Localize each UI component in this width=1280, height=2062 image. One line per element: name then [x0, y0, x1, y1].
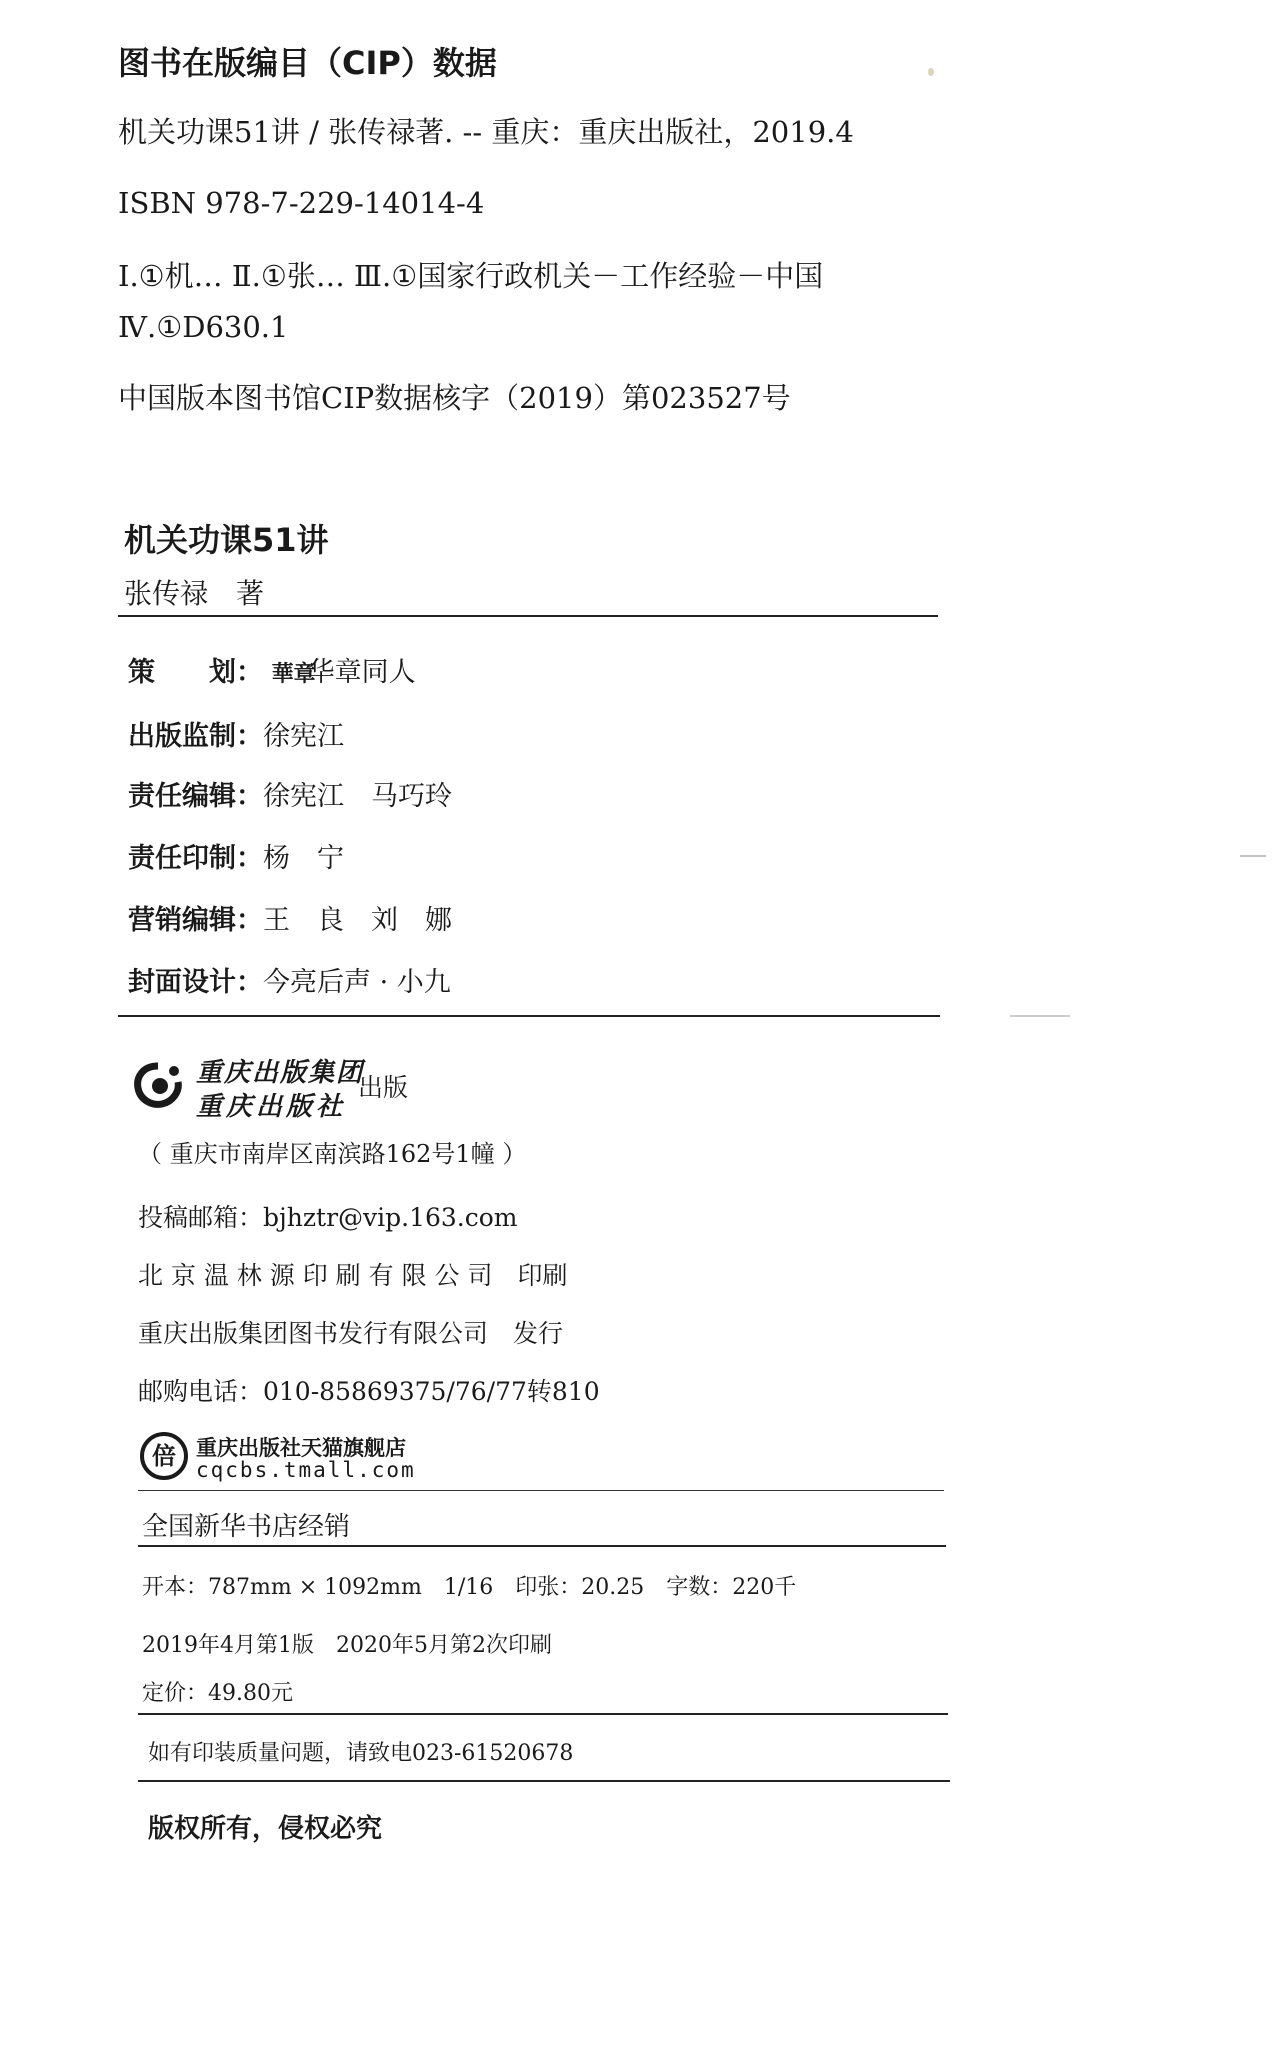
- credit-label: 策 划：: [128, 657, 263, 688]
- divider-credits: [118, 1015, 940, 1017]
- credit-supervision: [128, 714, 344, 753]
- tmall-store-logo-icon: 倍: [140, 1432, 188, 1480]
- credit-planning: [128, 650, 416, 689]
- credit-label: 责任印制：: [128, 843, 263, 874]
- tmall-store-name: 重庆出版社天猫旗舰店: [196, 1436, 406, 1460]
- credit-cover: [128, 960, 451, 999]
- scan-speck: [1240, 855, 1266, 857]
- printer-line: 北 京 温 林 源 印 刷 有 限 公 司 印刷: [138, 1261, 568, 1290]
- credit-label: 营销编辑：: [128, 905, 263, 936]
- format-specs: 开本：787mm × 1092mm 1/16 印张：20.25 字数：220千: [142, 1575, 797, 1600]
- credit-label: 责任编辑：: [128, 781, 263, 812]
- cip-classification-2: Ⅳ.①D630.1: [118, 310, 289, 344]
- credit-label: 封面设计：: [128, 967, 263, 998]
- credit-printing: [128, 836, 344, 875]
- credit-value: 徐宪江 马巧玲: [263, 781, 452, 812]
- credit-value: 王 良 刘 娜: [263, 905, 452, 936]
- publisher-logo-line2: 重庆出版社: [196, 1092, 347, 1122]
- divider-tmall: [138, 1490, 944, 1491]
- cip-heading: 图书在版编目（CIP）数据: [118, 44, 497, 82]
- cip-isbn: ISBN 978-7-229-14014-4: [118, 186, 485, 220]
- credit-value: 华章同人: [307, 657, 416, 688]
- publisher-suffix: 出版: [358, 1073, 409, 1102]
- credit-label: 出版监制：: [128, 721, 263, 752]
- divider-quality: [138, 1780, 950, 1782]
- tmall-store-url: cqcbs.tmall.com: [196, 1458, 416, 1482]
- cip-verification: 中国版本图书馆CIP数据核字（2019）第023527号: [118, 381, 791, 415]
- credit-marketing: [128, 898, 452, 937]
- sales-line: 全国新华书店经销: [142, 1512, 351, 1542]
- publisher-address: （ 重庆市南岸区南滨路162号1幢 ）: [138, 1140, 527, 1168]
- edition-info: 2019年4月第1版 2020年5月第2次印刷: [142, 1633, 552, 1658]
- credit-value: 杨 宁: [263, 843, 344, 874]
- submission-email: 投稿邮箱：bjhztr@vip.163.com: [138, 1203, 518, 1232]
- divider-top: [118, 615, 938, 617]
- divider-specs: [138, 1713, 948, 1715]
- distributor-line: 重庆出版集团图书发行有限公司 发行: [138, 1319, 564, 1348]
- cip-title-line: 机关功课51讲 / 张传禄著. -- 重庆：重庆出版社，2019.4: [118, 115, 854, 149]
- quality-note: 如有印装质量问题，请致电023-61520678: [148, 1741, 574, 1766]
- book-title: 机关功课51讲: [124, 521, 329, 559]
- scan-speck: [928, 68, 934, 76]
- copyright-notice: 版权所有，侵权必究: [148, 1814, 383, 1844]
- credit-value: 今亮后声 · 小九: [263, 967, 451, 998]
- mail-order-phone: 邮购电话：010-85869375/76/77转810: [138, 1377, 600, 1406]
- credit-value: 徐宪江: [263, 721, 344, 752]
- credit-editors: [128, 774, 452, 813]
- huazhang-logo: 華章: [271, 660, 316, 687]
- chongqing-publishing-logo-icon: [132, 1062, 184, 1108]
- book-author: 张传禄 著: [124, 577, 265, 610]
- scan-speck: [1010, 1015, 1070, 1017]
- price: 定价：49.80元: [142, 1681, 293, 1706]
- publisher-logo-line1: 重庆出版集团: [196, 1058, 365, 1088]
- divider-sales: [138, 1545, 946, 1547]
- cip-classification-1: Ⅰ.①机… Ⅱ.①张… Ⅲ.①国家行政机关－工作经验－中国: [118, 259, 824, 293]
